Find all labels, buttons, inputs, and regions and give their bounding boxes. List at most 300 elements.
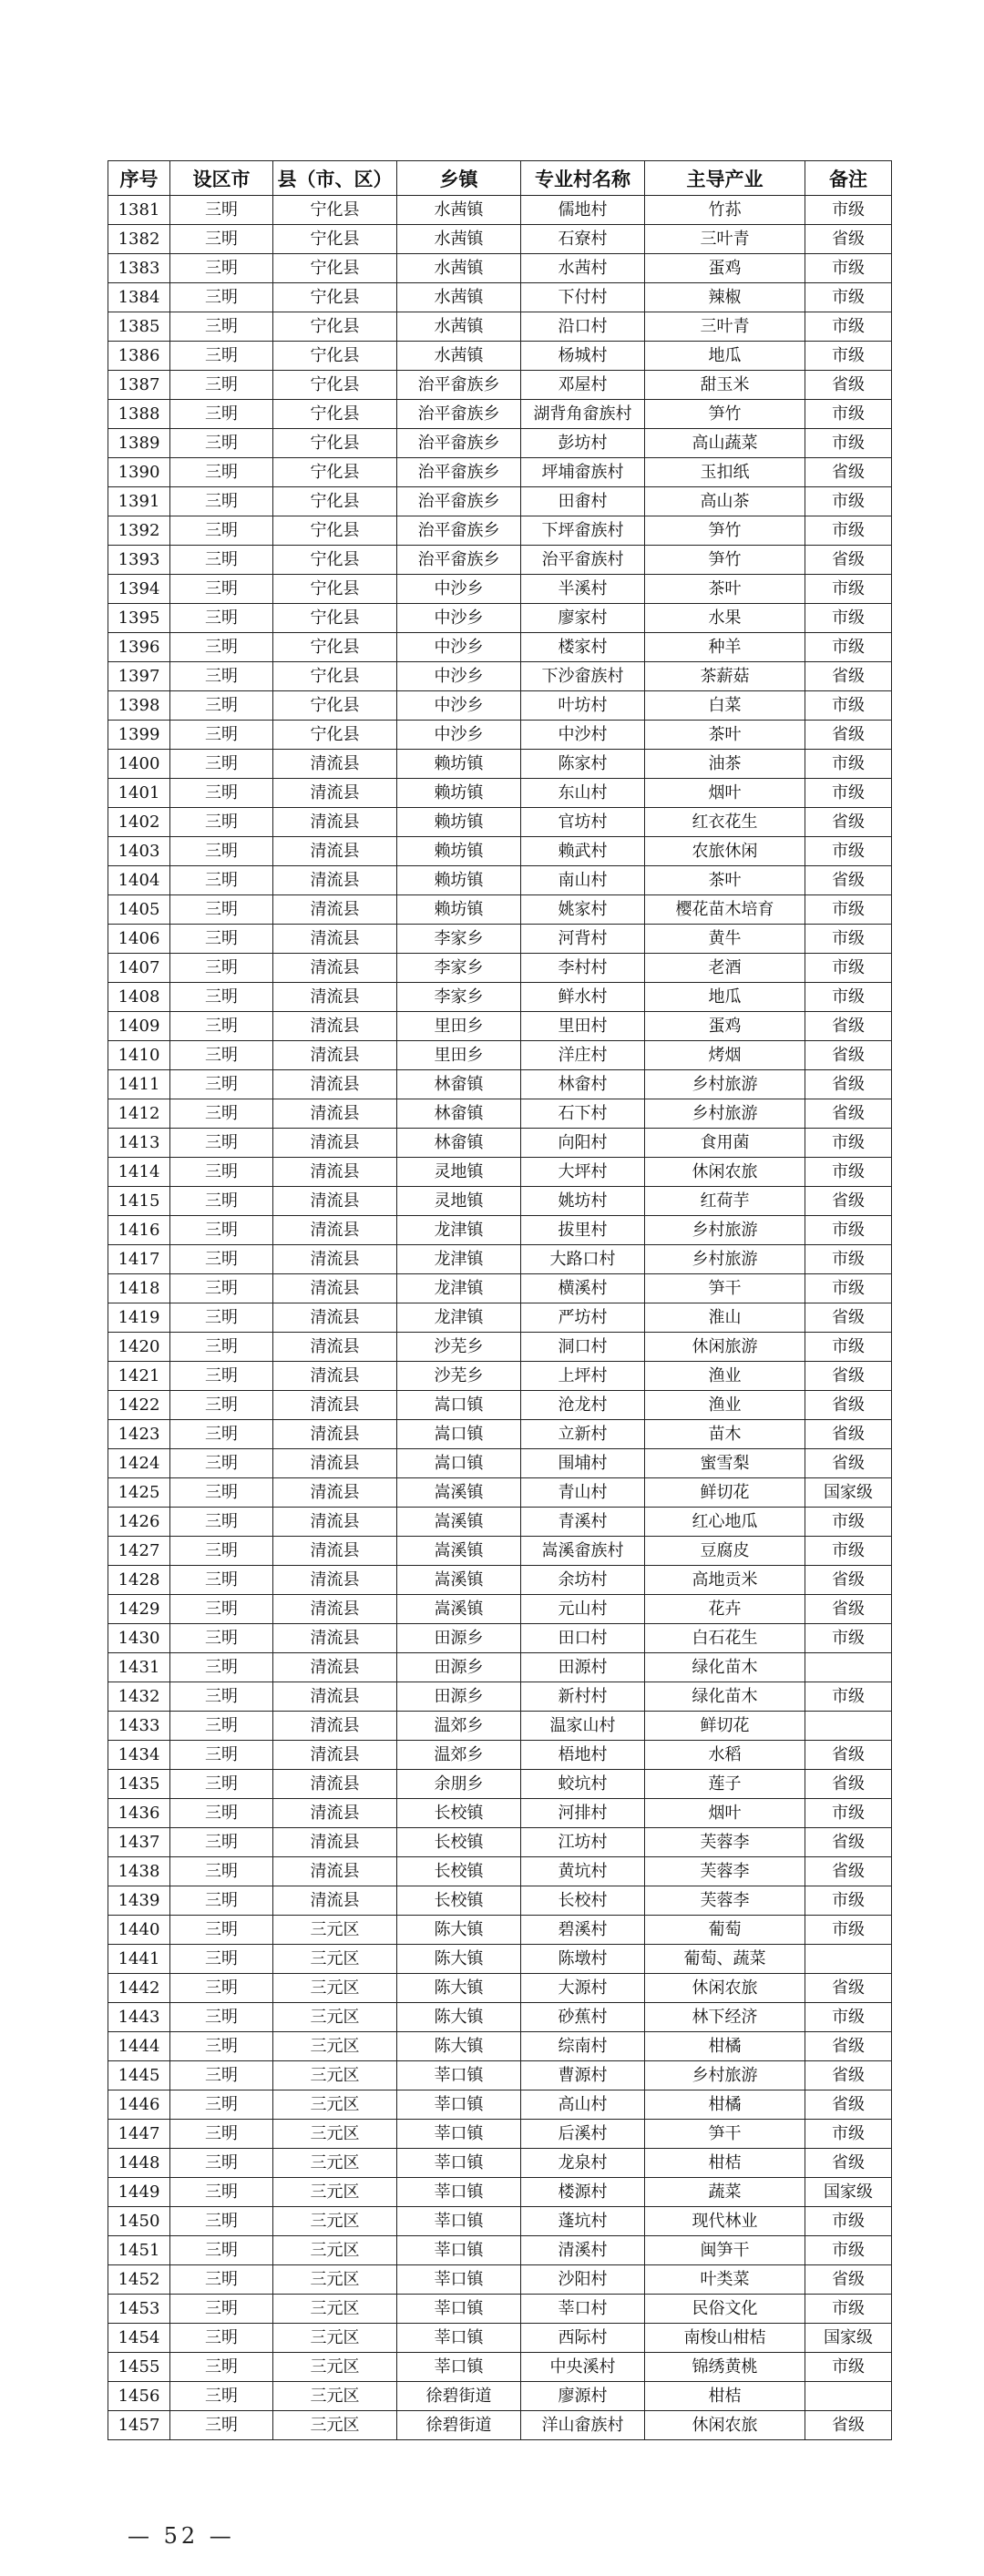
cell-village: 洋山畲族村 [521, 2411, 645, 2440]
table-row [108, 1886, 892, 1916]
cell-township: 陈大镇 [397, 2003, 521, 2032]
cell-remark: 市级 [805, 895, 892, 925]
cell-city: 三明 [170, 1624, 273, 1653]
cell-city: 三明 [170, 1537, 273, 1566]
cell-village: 儒地村 [521, 196, 645, 225]
cell-seq: 1399 [108, 721, 170, 750]
cell-remark: 省级 [805, 225, 892, 254]
cell-industry: 柑桔 [645, 2149, 805, 2178]
cell-county: 三元区 [273, 1916, 397, 1945]
cell-industry: 葡萄、蔬菜 [645, 1945, 805, 1974]
cell-county: 清流县 [273, 1537, 397, 1566]
cell-city: 三明 [170, 1886, 273, 1916]
cell-village: 官坊村 [521, 808, 645, 837]
cell-county: 三元区 [273, 2003, 397, 2032]
cell-remark: 市级 [805, 691, 892, 721]
cell-city: 三明 [170, 458, 273, 487]
cell-remark: 市级 [805, 1158, 892, 1187]
cell-township: 治平畲族乡 [397, 400, 521, 429]
cell-seq: 1392 [108, 516, 170, 546]
cell-seq: 1414 [108, 1158, 170, 1187]
cell-seq: 1455 [108, 2353, 170, 2382]
cell-remark: 国家级 [805, 2178, 892, 2207]
table-row [108, 1974, 892, 2003]
cell-remark: 省级 [805, 2061, 892, 2090]
cell-city: 三明 [170, 1216, 273, 1245]
cell-city: 三明 [170, 1070, 273, 1099]
cell-city: 三明 [170, 1041, 273, 1070]
cell-village: 东山村 [521, 779, 645, 808]
cell-city: 三明 [170, 254, 273, 283]
cell-remark: 市级 [805, 954, 892, 983]
cell-industry: 黄牛 [645, 925, 805, 954]
cell-remark: 省级 [805, 1303, 892, 1333]
cell-remark: 市级 [805, 604, 892, 633]
cell-city: 三明 [170, 1799, 273, 1828]
cell-city: 三明 [170, 2295, 273, 2324]
cell-seq: 1394 [108, 575, 170, 604]
table-row [108, 2353, 892, 2382]
table-row [108, 254, 892, 283]
table-row [108, 1158, 892, 1187]
cell-city: 三明 [170, 196, 273, 225]
cell-village: 青山村 [521, 1478, 645, 1508]
cell-city: 三明 [170, 1158, 273, 1187]
cell-seq: 1396 [108, 633, 170, 662]
cell-township: 陈大镇 [397, 1974, 521, 2003]
village-table [108, 160, 892, 2440]
cell-city: 三明 [170, 925, 273, 954]
cell-industry: 莲子 [645, 1770, 805, 1799]
cell-remark [805, 1712, 892, 1741]
cell-village: 嵩溪畲族村 [521, 1537, 645, 1566]
cell-seq: 1446 [108, 2090, 170, 2120]
cell-remark: 市级 [805, 2207, 892, 2236]
cell-remark: 省级 [805, 546, 892, 575]
cell-remark: 市级 [805, 1537, 892, 1566]
cell-city: 三明 [170, 1478, 273, 1508]
cell-village: 赖武村 [521, 837, 645, 866]
cell-county: 宁化县 [273, 487, 397, 516]
table-row [108, 1245, 892, 1274]
cell-seq: 1451 [108, 2236, 170, 2265]
cell-township: 里田乡 [397, 1012, 521, 1041]
cell-industry: 烤烟 [645, 1041, 805, 1070]
cell-village: 青溪村 [521, 1508, 645, 1537]
cell-remark: 省级 [805, 1099, 892, 1129]
cell-city: 三明 [170, 691, 273, 721]
cell-county: 清流县 [273, 1653, 397, 1682]
cell-seq: 1426 [108, 1508, 170, 1537]
cell-county: 清流县 [273, 1566, 397, 1595]
cell-village: 石下村 [521, 1099, 645, 1129]
cell-county: 清流县 [273, 1303, 397, 1333]
table-row [108, 2061, 892, 2090]
cell-remark: 市级 [805, 633, 892, 662]
cell-city: 三明 [170, 2090, 273, 2120]
cell-industry: 农旅休闲 [645, 837, 805, 866]
cell-township: 赖坊镇 [397, 779, 521, 808]
table-row [108, 2411, 892, 2440]
cell-industry: 乡村旅游 [645, 1070, 805, 1099]
cell-county: 三元区 [273, 2353, 397, 2382]
cell-remark: 市级 [805, 925, 892, 954]
cell-city: 三明 [170, 2353, 273, 2382]
cell-city: 三明 [170, 2382, 273, 2411]
table-row [108, 2149, 892, 2178]
cell-township: 嵩口镇 [397, 1449, 521, 1478]
cell-township: 中沙乡 [397, 604, 521, 633]
cell-city: 三明 [170, 1129, 273, 1158]
cell-seq: 1419 [108, 1303, 170, 1333]
cell-industry: 鲜切花 [645, 1478, 805, 1508]
cell-township: 嵩溪镇 [397, 1566, 521, 1595]
cell-seq: 1433 [108, 1712, 170, 1741]
cell-village: 梧地村 [521, 1741, 645, 1770]
cell-village: 龙泉村 [521, 2149, 645, 2178]
table-row [108, 2120, 892, 2149]
cell-seq: 1407 [108, 954, 170, 983]
cell-industry: 乡村旅游 [645, 1216, 805, 1245]
cell-village: 大坪村 [521, 1158, 645, 1187]
cell-remark: 市级 [805, 2120, 892, 2149]
cell-county: 宁化县 [273, 516, 397, 546]
cell-remark: 省级 [805, 662, 892, 691]
cell-industry: 渔业 [645, 1362, 805, 1391]
cell-remark: 市级 [805, 983, 892, 1012]
cell-city: 三明 [170, 283, 273, 312]
cell-village: 温家山村 [521, 1712, 645, 1741]
cell-city: 三明 [170, 808, 273, 837]
cell-industry: 高地贡米 [645, 1566, 805, 1595]
table-row [108, 516, 892, 546]
cell-city: 三明 [170, 312, 273, 342]
cell-township: 水茜镇 [397, 312, 521, 342]
cell-city: 三明 [170, 866, 273, 895]
table-row [108, 1857, 892, 1886]
cell-township: 陈大镇 [397, 1916, 521, 1945]
cell-county: 清流县 [273, 1624, 397, 1653]
table-row [108, 808, 892, 837]
cell-remark: 省级 [805, 371, 892, 400]
cell-township: 田源乡 [397, 1624, 521, 1653]
cell-township: 林畲镇 [397, 1070, 521, 1099]
cell-industry: 休闲农旅 [645, 1158, 805, 1187]
cell-township: 李家乡 [397, 925, 521, 954]
cell-township: 嵩溪镇 [397, 1508, 521, 1537]
cell-seq: 1441 [108, 1945, 170, 1974]
cell-village: 李村村 [521, 954, 645, 983]
cell-township: 龙津镇 [397, 1216, 521, 1245]
cell-industry: 绿化苗木 [645, 1682, 805, 1712]
table-row [108, 895, 892, 925]
table-row [108, 196, 892, 225]
cell-industry: 茶叶 [645, 866, 805, 895]
cell-city: 三明 [170, 1099, 273, 1129]
table-row [108, 1216, 892, 1245]
cell-village: 西际村 [521, 2324, 645, 2353]
cell-industry: 民俗文化 [645, 2295, 805, 2324]
table-row [108, 2207, 892, 2236]
cell-industry: 高山茶 [645, 487, 805, 516]
cell-city: 三明 [170, 1974, 273, 2003]
cell-village: 河背村 [521, 925, 645, 954]
cell-village: 沧龙村 [521, 1391, 645, 1420]
cell-seq: 1413 [108, 1129, 170, 1158]
cell-village: 后溪村 [521, 2120, 645, 2149]
cell-remark: 市级 [805, 1799, 892, 1828]
cell-village: 治平畲族村 [521, 546, 645, 575]
cell-township: 余朋乡 [397, 1770, 521, 1799]
cell-township: 温郊乡 [397, 1741, 521, 1770]
cell-city: 三明 [170, 721, 273, 750]
cell-county: 清流县 [273, 1770, 397, 1799]
cell-city: 三明 [170, 2411, 273, 2440]
cell-industry: 柑桔 [645, 2382, 805, 2411]
table-row [108, 1799, 892, 1828]
cell-township: 水茜镇 [397, 196, 521, 225]
cell-city: 三明 [170, 1391, 273, 1420]
cell-seq: 1425 [108, 1478, 170, 1508]
table-row [108, 1041, 892, 1070]
cell-village: 黄坑村 [521, 1857, 645, 1886]
cell-remark: 市级 [805, 1682, 892, 1712]
cell-county: 三元区 [273, 2382, 397, 2411]
table-row [108, 837, 892, 866]
cell-industry: 南梭山柑桔 [645, 2324, 805, 2353]
table-row [108, 2324, 892, 2353]
cell-seq: 1410 [108, 1041, 170, 1070]
cell-township: 莘口镇 [397, 2353, 521, 2382]
cell-remark: 市级 [805, 312, 892, 342]
cell-village: 彭坊村 [521, 429, 645, 458]
cell-county: 宁化县 [273, 312, 397, 342]
cell-remark: 市级 [805, 2353, 892, 2382]
cell-township: 徐碧街道 [397, 2411, 521, 2440]
cell-city: 三明 [170, 1187, 273, 1216]
cell-seq: 1409 [108, 1012, 170, 1041]
cell-remark: 市级 [805, 429, 892, 458]
cell-seq: 1452 [108, 2265, 170, 2295]
cell-seq: 1408 [108, 983, 170, 1012]
table-row [108, 458, 892, 487]
table-row [108, 1712, 892, 1741]
cell-city: 三明 [170, 1566, 273, 1595]
table-row [108, 1828, 892, 1857]
cell-county: 宁化县 [273, 254, 397, 283]
cell-village: 邓屋村 [521, 371, 645, 400]
cell-township: 灵地镇 [397, 1187, 521, 1216]
cell-remark: 市级 [805, 254, 892, 283]
cell-remark: 市级 [805, 779, 892, 808]
cell-city: 三明 [170, 1916, 273, 1945]
cell-city: 三明 [170, 225, 273, 254]
cell-village: 拔里村 [521, 1216, 645, 1245]
table-row [108, 2236, 892, 2265]
cell-county: 清流县 [273, 895, 397, 925]
cell-city: 三明 [170, 1420, 273, 1449]
table-row [108, 312, 892, 342]
cell-village: 长校村 [521, 1886, 645, 1916]
cell-city: 三明 [170, 1857, 273, 1886]
cell-remark: 省级 [805, 1974, 892, 2003]
cell-seq: 1417 [108, 1245, 170, 1274]
cell-seq: 1393 [108, 546, 170, 575]
cell-village: 楼源村 [521, 2178, 645, 2207]
page-number: — 52 — [128, 2523, 235, 2549]
column-header-industry: 主导产业 [645, 161, 805, 196]
cell-industry: 芙蓉李 [645, 1886, 805, 1916]
column-header-city: 设区市 [170, 161, 273, 196]
cell-industry: 白菜 [645, 691, 805, 721]
table-row [108, 342, 892, 371]
cell-village: 中沙村 [521, 721, 645, 750]
cell-township: 田源乡 [397, 1653, 521, 1682]
cell-township: 长校镇 [397, 1799, 521, 1828]
cell-township: 中沙乡 [397, 633, 521, 662]
table-row [108, 225, 892, 254]
cell-county: 三元区 [273, 2178, 397, 2207]
table-row [108, 2382, 892, 2411]
cell-industry: 茶叶 [645, 575, 805, 604]
cell-seq: 1401 [108, 779, 170, 808]
cell-village: 洞口村 [521, 1333, 645, 1362]
cell-industry: 玉扣纸 [645, 458, 805, 487]
cell-county: 清流县 [273, 983, 397, 1012]
cell-seq: 1386 [108, 342, 170, 371]
cell-county: 清流县 [273, 1070, 397, 1099]
cell-seq: 1429 [108, 1595, 170, 1624]
cell-seq: 1402 [108, 808, 170, 837]
cell-seq: 1423 [108, 1420, 170, 1449]
cell-township: 莘口镇 [397, 2295, 521, 2324]
cell-remark: 市级 [805, 1624, 892, 1653]
cell-seq: 1442 [108, 1974, 170, 2003]
cell-county: 宁化县 [273, 721, 397, 750]
table-row [108, 604, 892, 633]
cell-industry: 蔬菜 [645, 2178, 805, 2207]
cell-village: 余坊村 [521, 1566, 645, 1595]
cell-village: 碧溪村 [521, 1916, 645, 1945]
table-row [108, 400, 892, 429]
cell-industry: 油茶 [645, 750, 805, 779]
cell-remark: 市级 [805, 2236, 892, 2265]
cell-county: 三元区 [273, 2061, 397, 2090]
cell-county: 宁化县 [273, 691, 397, 721]
table-row [108, 283, 892, 312]
table-row [108, 1508, 892, 1537]
cell-seq: 1383 [108, 254, 170, 283]
cell-remark: 市级 [805, 196, 892, 225]
table-row [108, 779, 892, 808]
cell-remark: 市级 [805, 1886, 892, 1916]
table-row [108, 721, 892, 750]
cell-seq: 1418 [108, 1274, 170, 1303]
cell-seq: 1390 [108, 458, 170, 487]
cell-village: 鲜水村 [521, 983, 645, 1012]
cell-city: 三明 [170, 429, 273, 458]
cell-remark: 省级 [805, 866, 892, 895]
cell-county: 清流县 [273, 1012, 397, 1041]
cell-industry: 苗木 [645, 1420, 805, 1449]
cell-village: 半溪村 [521, 575, 645, 604]
table-row [108, 1129, 892, 1158]
cell-county: 宁化县 [273, 196, 397, 225]
cell-city: 三明 [170, 2324, 273, 2353]
cell-remark [805, 1653, 892, 1682]
cell-remark: 市级 [805, 575, 892, 604]
cell-seq: 1411 [108, 1070, 170, 1099]
cell-remark: 省级 [805, 1857, 892, 1886]
column-header-remark: 备注 [805, 161, 892, 196]
cell-industry: 乡村旅游 [645, 1245, 805, 1274]
cell-industry: 老酒 [645, 954, 805, 983]
cell-county: 清流县 [273, 1274, 397, 1303]
cell-county: 三元区 [273, 2411, 397, 2440]
table-row [108, 1624, 892, 1653]
cell-industry: 地瓜 [645, 342, 805, 371]
cell-township: 嵩口镇 [397, 1420, 521, 1449]
cell-remark [805, 2382, 892, 2411]
cell-city: 三明 [170, 546, 273, 575]
table-row [108, 575, 892, 604]
cell-village: 综南村 [521, 2032, 645, 2061]
cell-industry: 红荷芋 [645, 1187, 805, 1216]
cell-remark: 省级 [805, 1770, 892, 1799]
table-row [108, 2265, 892, 2295]
cell-industry: 笋竹 [645, 546, 805, 575]
cell-remark: 市级 [805, 342, 892, 371]
cell-industry: 蛋鸡 [645, 1012, 805, 1041]
table-row [108, 1420, 892, 1449]
cell-village: 莘口村 [521, 2295, 645, 2324]
cell-seq: 1438 [108, 1857, 170, 1886]
cell-seq: 1431 [108, 1653, 170, 1682]
cell-township: 龙津镇 [397, 1274, 521, 1303]
cell-county: 清流县 [273, 1129, 397, 1158]
cell-village: 上坪村 [521, 1362, 645, 1391]
cell-remark: 省级 [805, 1741, 892, 1770]
cell-city: 三明 [170, 750, 273, 779]
cell-township: 林畲镇 [397, 1099, 521, 1129]
cell-county: 宁化县 [273, 575, 397, 604]
cell-city: 三明 [170, 1362, 273, 1391]
table-row [108, 691, 892, 721]
cell-remark: 省级 [805, 1595, 892, 1624]
cell-county: 清流县 [273, 750, 397, 779]
cell-remark: 市级 [805, 1508, 892, 1537]
cell-remark: 省级 [805, 721, 892, 750]
cell-township: 嵩溪镇 [397, 1595, 521, 1624]
cell-city: 三明 [170, 1653, 273, 1682]
cell-village: 大路口村 [521, 1245, 645, 1274]
cell-city: 三明 [170, 1303, 273, 1333]
cell-seq: 1391 [108, 487, 170, 516]
cell-village: 田口村 [521, 1624, 645, 1653]
cell-township: 陈大镇 [397, 2032, 521, 2061]
cell-seq: 1444 [108, 2032, 170, 2061]
cell-industry: 茶薪菇 [645, 662, 805, 691]
cell-county: 清流县 [273, 925, 397, 954]
cell-village: 围埔村 [521, 1449, 645, 1478]
table-row [108, 2295, 892, 2324]
cell-remark: 省级 [805, 1391, 892, 1420]
cell-village: 大源村 [521, 1974, 645, 2003]
cell-remark: 市级 [805, 516, 892, 546]
cell-industry: 茶叶 [645, 721, 805, 750]
cell-seq: 1428 [108, 1566, 170, 1595]
cell-remark: 市级 [805, 1274, 892, 1303]
